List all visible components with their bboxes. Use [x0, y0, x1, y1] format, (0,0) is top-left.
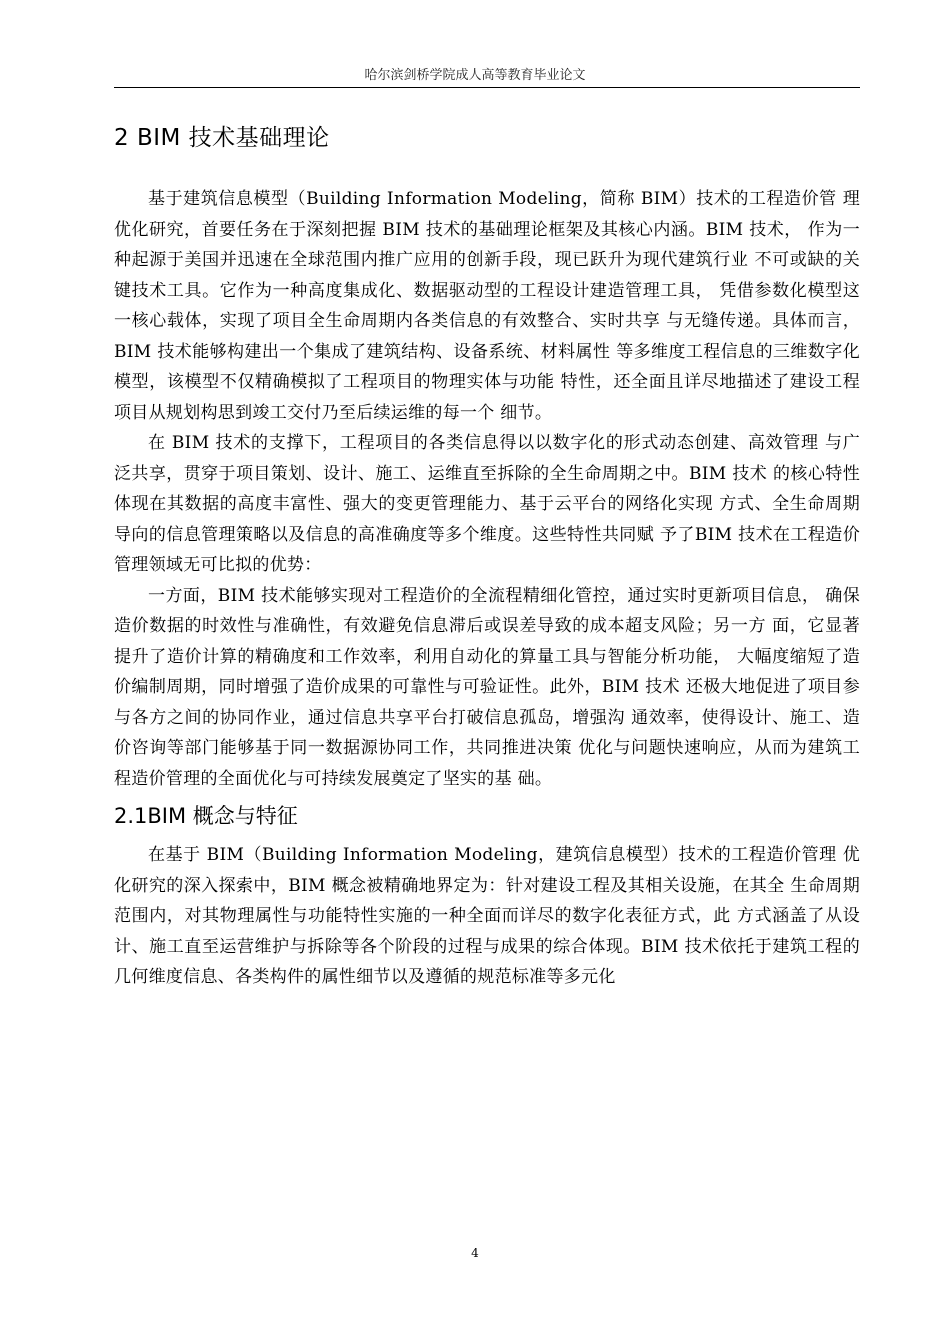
chapter-paragraph-2: 在 BIM 技术的支撑下，工程项目的各类信息得以以数字化的形式动态创建、高效管理 与广泛共享，贯穿于项目策划、设计、施工、运维直至拆除的全生命周期之中。BIM 技术 的核心特性体现在其数据的高度丰富性、强大的变更管理能力、基于云平台的网络化实现 方式、全生命周期导向的信息管理策略以及信息的高准确度等多个维度。这些特性共同赋 予了BIM 技术在工程造价管理领域无可比拟的优势： — [114, 433, 860, 575]
page-number: 4 — [471, 1246, 479, 1260]
chapter-title: 2 BIM 技术基础理论 — [114, 125, 330, 151]
running-header: 哈尔滨剑桥学院成人高等教育毕业论文 — [364, 68, 586, 83]
chapter-paragraph-3: 一方面，BIM 技术能够实现对工程造价的全流程精细化管控，通过实时更新项目信息， 确保造价数据的时效性与准确性，有效避免信息滞后或误差导致的成本超支风险；另一方 面，它显著提升了造价计算的精确度和工作效率，利用自动化的算量工具与智能分析功能， 大幅度缩短了造价编制周期，同时增强了造价成果的可靠性与可验证性。此外，BIM 技术 还极大地促进了项目参与各方之间的协同作业，通过信息共享平台打破信息孤岛，增强沟 通效率，使得设计、施工、造价咨询等部门能够基于同一数据源协同工作，共同推进决策 优化与问题快速响应，从而为建筑工程造价管理的全面优化与可持续发展奠定了坚实的基 础。 — [114, 585, 860, 789]
section-paragraph-1: 在基于 BIM（Building Information Modeling，建筑信息模型）技术的工程造价管理 优化研究的深入探索中，BIM 概念被精确地界定为：针对建设工程及其相关设施，在其全 生命周期范围内，对其物理属性与功能特性实施的一种全面而详尽的数字化表征方式，此 方式涵盖了从设计、施工直至运营维护与拆除等各个阶段的过程与成果的综合体现。BIM 技术依托于建筑工程的几何维度信息、各类构件的属性细节以及遵循的规范标准等多元化 — [114, 845, 860, 987]
chapter-paragraph-1: 基于建筑信息模型（Building Information Modeling，简称 BIM）技术的工程造价管 理优化研究，首要任务在于深刻把握 BIM 技术的基础理论框架及其核心内涵。BIM 技术， 作为一种起源于美国并迅速在全球范围内推广应用的创新手段，现已跃升为现代建筑行业 不可或缺的关键技术工具。它作为一种高度集成化、数据驱动型的工程设计建造管理工具， 凭借参数化模型这一核心载体，实现了项目全生命周期内各类信息的有效整合、实时共享 与无缝传递。具体而言，BIM 技术能够构建出一个集成了建筑结构、设备系统、材料属性 等多维度工程信息的三维数字化模型，该模型不仅精确模拟了工程项目的物理实体与功能 特性，还全面且详尽地描述了建设工程项目从规划构思到竣工交付乃至后续运维的每一个 细节。 — [114, 189, 860, 423]
section-title: 2.1BIM 概念与特征 — [114, 804, 298, 828]
header-divider — [114, 87, 860, 88]
body-content — [114, 120, 860, 993]
